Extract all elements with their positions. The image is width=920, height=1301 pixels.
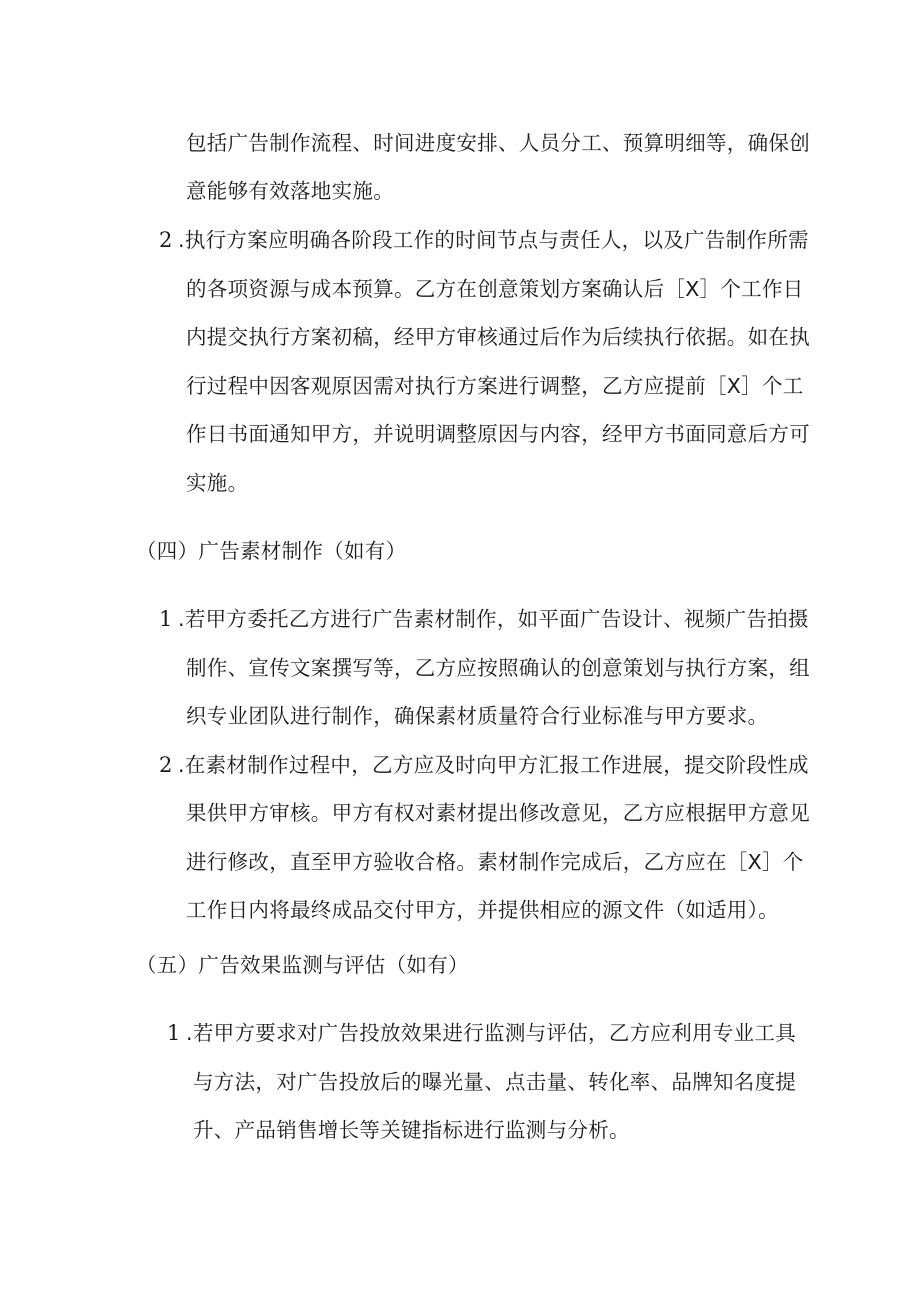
paragraph-line: 行过程中因客观原因需对执行方案进行调整，乙方应提前［X］个工 [186, 374, 804, 398]
paragraph-line: .执行方案应明确各阶段工作的时间节点与责任人，以及广告制作所需 [178, 228, 809, 252]
paragraph-line: 升、产品销售增长等关键指标进行监测与分析。 [193, 1118, 630, 1142]
list-number: 1 [159, 607, 173, 631]
paragraph-line: 进行修改，直至甲方验收合格。素材制作完成后，乙方应在［X］个 [186, 850, 804, 874]
paragraph-line: 意能够有效落地实施。 [186, 179, 394, 203]
section-heading: （五）广告效果监测与评估（如有） [136, 953, 469, 977]
paragraph-line: 内提交执行方案初稿，经甲方审核通过后作为后续执行依据。如在执 [186, 325, 810, 349]
paragraph-line: 作日书面通知甲方，并说明调整原因与内容，经甲方书面同意后方可 [186, 422, 810, 446]
section-heading: （四）广告素材制作（如有） [136, 539, 407, 563]
paragraph-line: 与方法，对广告投放后的曝光量、点击量、转化率、品牌知名度提 [193, 1070, 797, 1094]
paragraph-line: 果供甲方审核。甲方有权对素材提出修改意见，乙方应根据甲方意见 [186, 801, 810, 825]
paragraph-line: .若甲方要求对广告投放效果进行监测与评估，乙方应利用专业工具 [186, 1021, 797, 1045]
paragraph-line: 织专业团队进行制作，确保素材质量符合行业标准与甲方要求。 [186, 704, 769, 728]
paragraph-line: 的各项资源与成本预算。乙方在创意策划方案确认后［X］个工作日 [186, 277, 804, 301]
paragraph-line: 制作、宣传文案撰写等，乙方应按照确认的创意策划与执行方案，组 [186, 656, 810, 680]
paragraph-line: 工作日内将最终成品交付甲方，并提供相应的源文件（如适用）。 [186, 898, 779, 922]
paragraph-line: .在素材制作过程中，乙方应及时向甲方汇报工作进展，提交阶段性成 [178, 753, 809, 777]
paragraph-line: 包括广告制作流程、时间进度安排、人员分工、预算明细等，确保创 [186, 131, 810, 155]
list-number: 2 [159, 228, 173, 252]
list-number: 2 [159, 753, 173, 777]
list-number: 1 [167, 1021, 181, 1045]
paragraph-line: 实施。 [186, 471, 249, 495]
paragraph-line: .若甲方委托乙方进行广告素材制作，如平面广告设计、视频广告拍摄 [178, 607, 809, 631]
